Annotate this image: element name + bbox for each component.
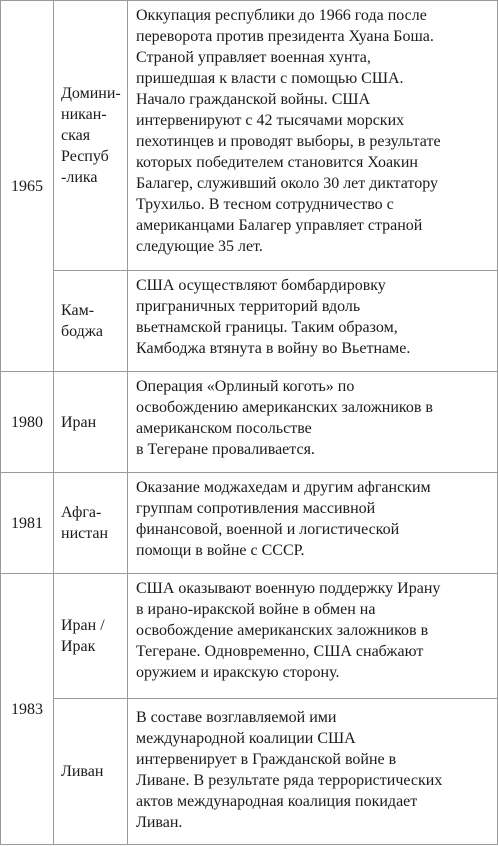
country-label: Иран [61,413,97,431]
year-label: 1965 [11,177,43,195]
country-label: Иран / Ирак [61,617,105,655]
description-cell [128,1,498,271]
table-row [1,699,498,845]
description-text: США оказывают военную поддержку Ирану в ирано-иракской войне в обмен на освобождение американских заложников в Тегеране. Одновременно, США снабжают оружием и иракскую сторону. [136,580,441,681]
country-cell [54,271,128,372]
description-cell [128,574,498,699]
description-text: Оказание моджахедам и другим афганским группам сопротивления массивной финансовой, военной и логистической помощи в войне с СССР. [136,479,431,559]
description-text: Оккупация республики до 1966 года после переворота против президента Хуана Боша. Страной управляет военная хунта, пришедшая к власти с помощью США. Начало гражданской войны. США интервенируют с 42 тысячами морских пехотинцев и проводят выборы, в результате которых победителем становится Хоакин Балагер, служивший около 30 лет диктатору Трухильо. В тесном сотрудничество с американцами Балагер управляет страной следующие 35 лет. [136,7,441,255]
country-label: Афга- нистан [61,504,109,542]
table-row [1,271,498,372]
country-label: Домини- никан- ская Респуб -лика [61,85,121,186]
country-cell [54,1,128,271]
description-text: В составе возглавляемой ими международной коалиции США интервенирует в Гражданской войне в Ливане. В результате ряда террористических актов международная коалиция покидает Ливан. [136,709,443,831]
table-row [1,473,498,574]
description-text: Операция «Орлиный коготь» по освобождению американских заложников в американском посольстве в Тегеране проваливается. [136,378,433,458]
year-label: 1980 [11,413,43,431]
table-row [1,372,498,473]
year-cell [1,372,54,473]
year-cell [1,473,54,574]
country-cell [54,372,128,473]
description-cell [128,473,498,574]
country-cell [54,699,128,845]
year-label: 1983 [11,700,43,718]
description-text: США осуществляют бомбардировку приграничных территорий вдоль вьетнамской границы. Таким образом, Камбоджа втянута в войну во Вьетнаме. [136,277,411,357]
year-cell [1,574,54,845]
description-cell [128,699,498,845]
description-cell [128,271,498,372]
country-label: Кам- боджа [61,302,103,340]
country-label: Ливан [61,763,104,780]
country-cell [54,574,128,699]
year-cell [1,1,54,372]
country-cell [54,473,128,574]
table-row [1,574,498,699]
table-row [1,1,498,271]
description-cell [128,372,498,473]
year-label: 1981 [11,514,43,532]
